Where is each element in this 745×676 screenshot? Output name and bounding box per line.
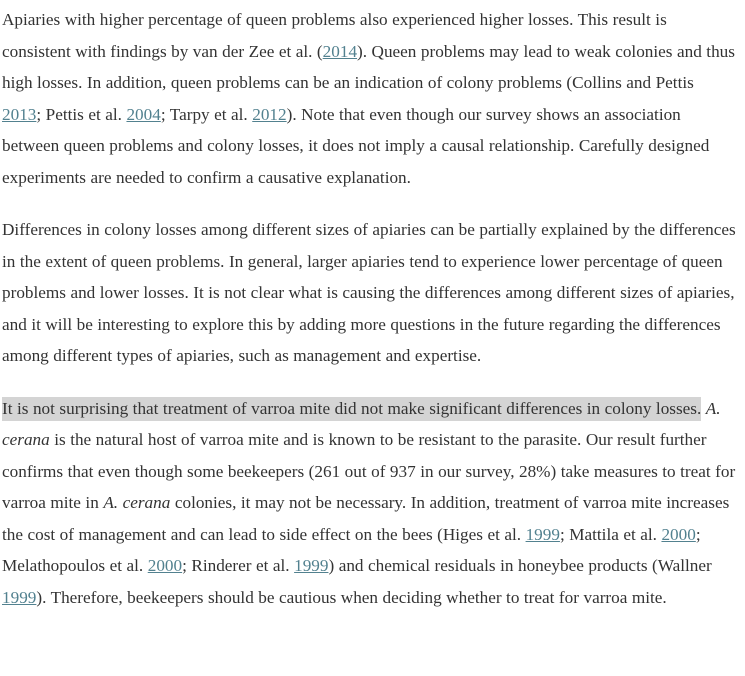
para-queen-problems <box>2 4 737 193</box>
body-text: ; Tarpy et al. <box>160 104 253 124</box>
citation-link[interactable]: 1999 <box>2 587 37 607</box>
citation-link[interactable]: 2000 <box>661 524 696 544</box>
body-text: is the natural host of varroa mite and is known to be resistant to the parasite. Our result further confirms that even though some beekeepers (261 out of 937 in our survey, 28%) take measures to treat for varroa mite in <box>2 430 736 512</box>
body-text: ) and chemical residuals in honeybee products (Wallner <box>328 556 712 575</box>
body-text: ). Queen problems may lead to weak colonies and thus high losses. In addition, queen problems can be an indication of colony problems (Collins and Pettis <box>2 41 735 92</box>
body-text: Apiaries with higher percentage of queen problems also experienced higher losses. This result is consistent with findings by van der Zee et al. ( <box>2 10 667 61</box>
body-text: ; Mattila et al. <box>559 524 662 544</box>
body-text: Differences in colony losses among different sizes of apiaries can be partially explained by the differences in the extent of queen problems. In general, larger apiaries tend to experience lower percentage of queen problems and lower losses. It is not clear what is causing the differences among different sizes of apiaries, and it will be interesting to explore this by adding more questions in the future regarding the differences among different types of apiaries, such as management and expertise. <box>2 220 736 365</box>
species-name: A. cerana <box>103 493 171 512</box>
para-varroa-mite <box>2 393 737 614</box>
citation-link[interactable]: 1999 <box>525 524 560 544</box>
citation-link[interactable]: 2004 <box>126 104 161 124</box>
body-text: ; Rinderer et al. <box>182 556 295 575</box>
para-apiary-sizes <box>2 214 737 372</box>
paragraph-list <box>2 4 737 613</box>
body-text: ). Therefore, beekeepers should be cautious when deciding whether to treat for varroa mite. <box>36 587 667 607</box>
selected-text-highlight[interactable]: It is not surprising that treatment of varroa mite did not make significant differences in colony losses. <box>2 397 701 421</box>
body-text: ; Melathopoulos et al. <box>2 524 701 575</box>
body-text: ; Pettis et al. <box>36 104 127 124</box>
citation-link[interactable]: 2012 <box>252 104 287 124</box>
document-body <box>0 4 745 676</box>
citation-link[interactable]: 2000 <box>147 556 183 575</box>
citation-link[interactable]: 2013 <box>2 104 37 124</box>
body-text: colonies, it may not be necessary. In addition, treatment of varroa mite increases the cost of management and can lead to side effect on the bees (Higes et al. <box>2 493 730 544</box>
citation-link[interactable]: 1999 <box>294 556 329 575</box>
citation-link[interactable]: 2014 <box>322 41 358 61</box>
body-text: ). Note that even though our survey shows an association between queen problems and colony losses, it does not imply a causal relationship. Carefully designed experiments are needed to confirm a causative explanation. <box>2 104 710 187</box>
species-name: A. cerana <box>2 398 721 449</box>
